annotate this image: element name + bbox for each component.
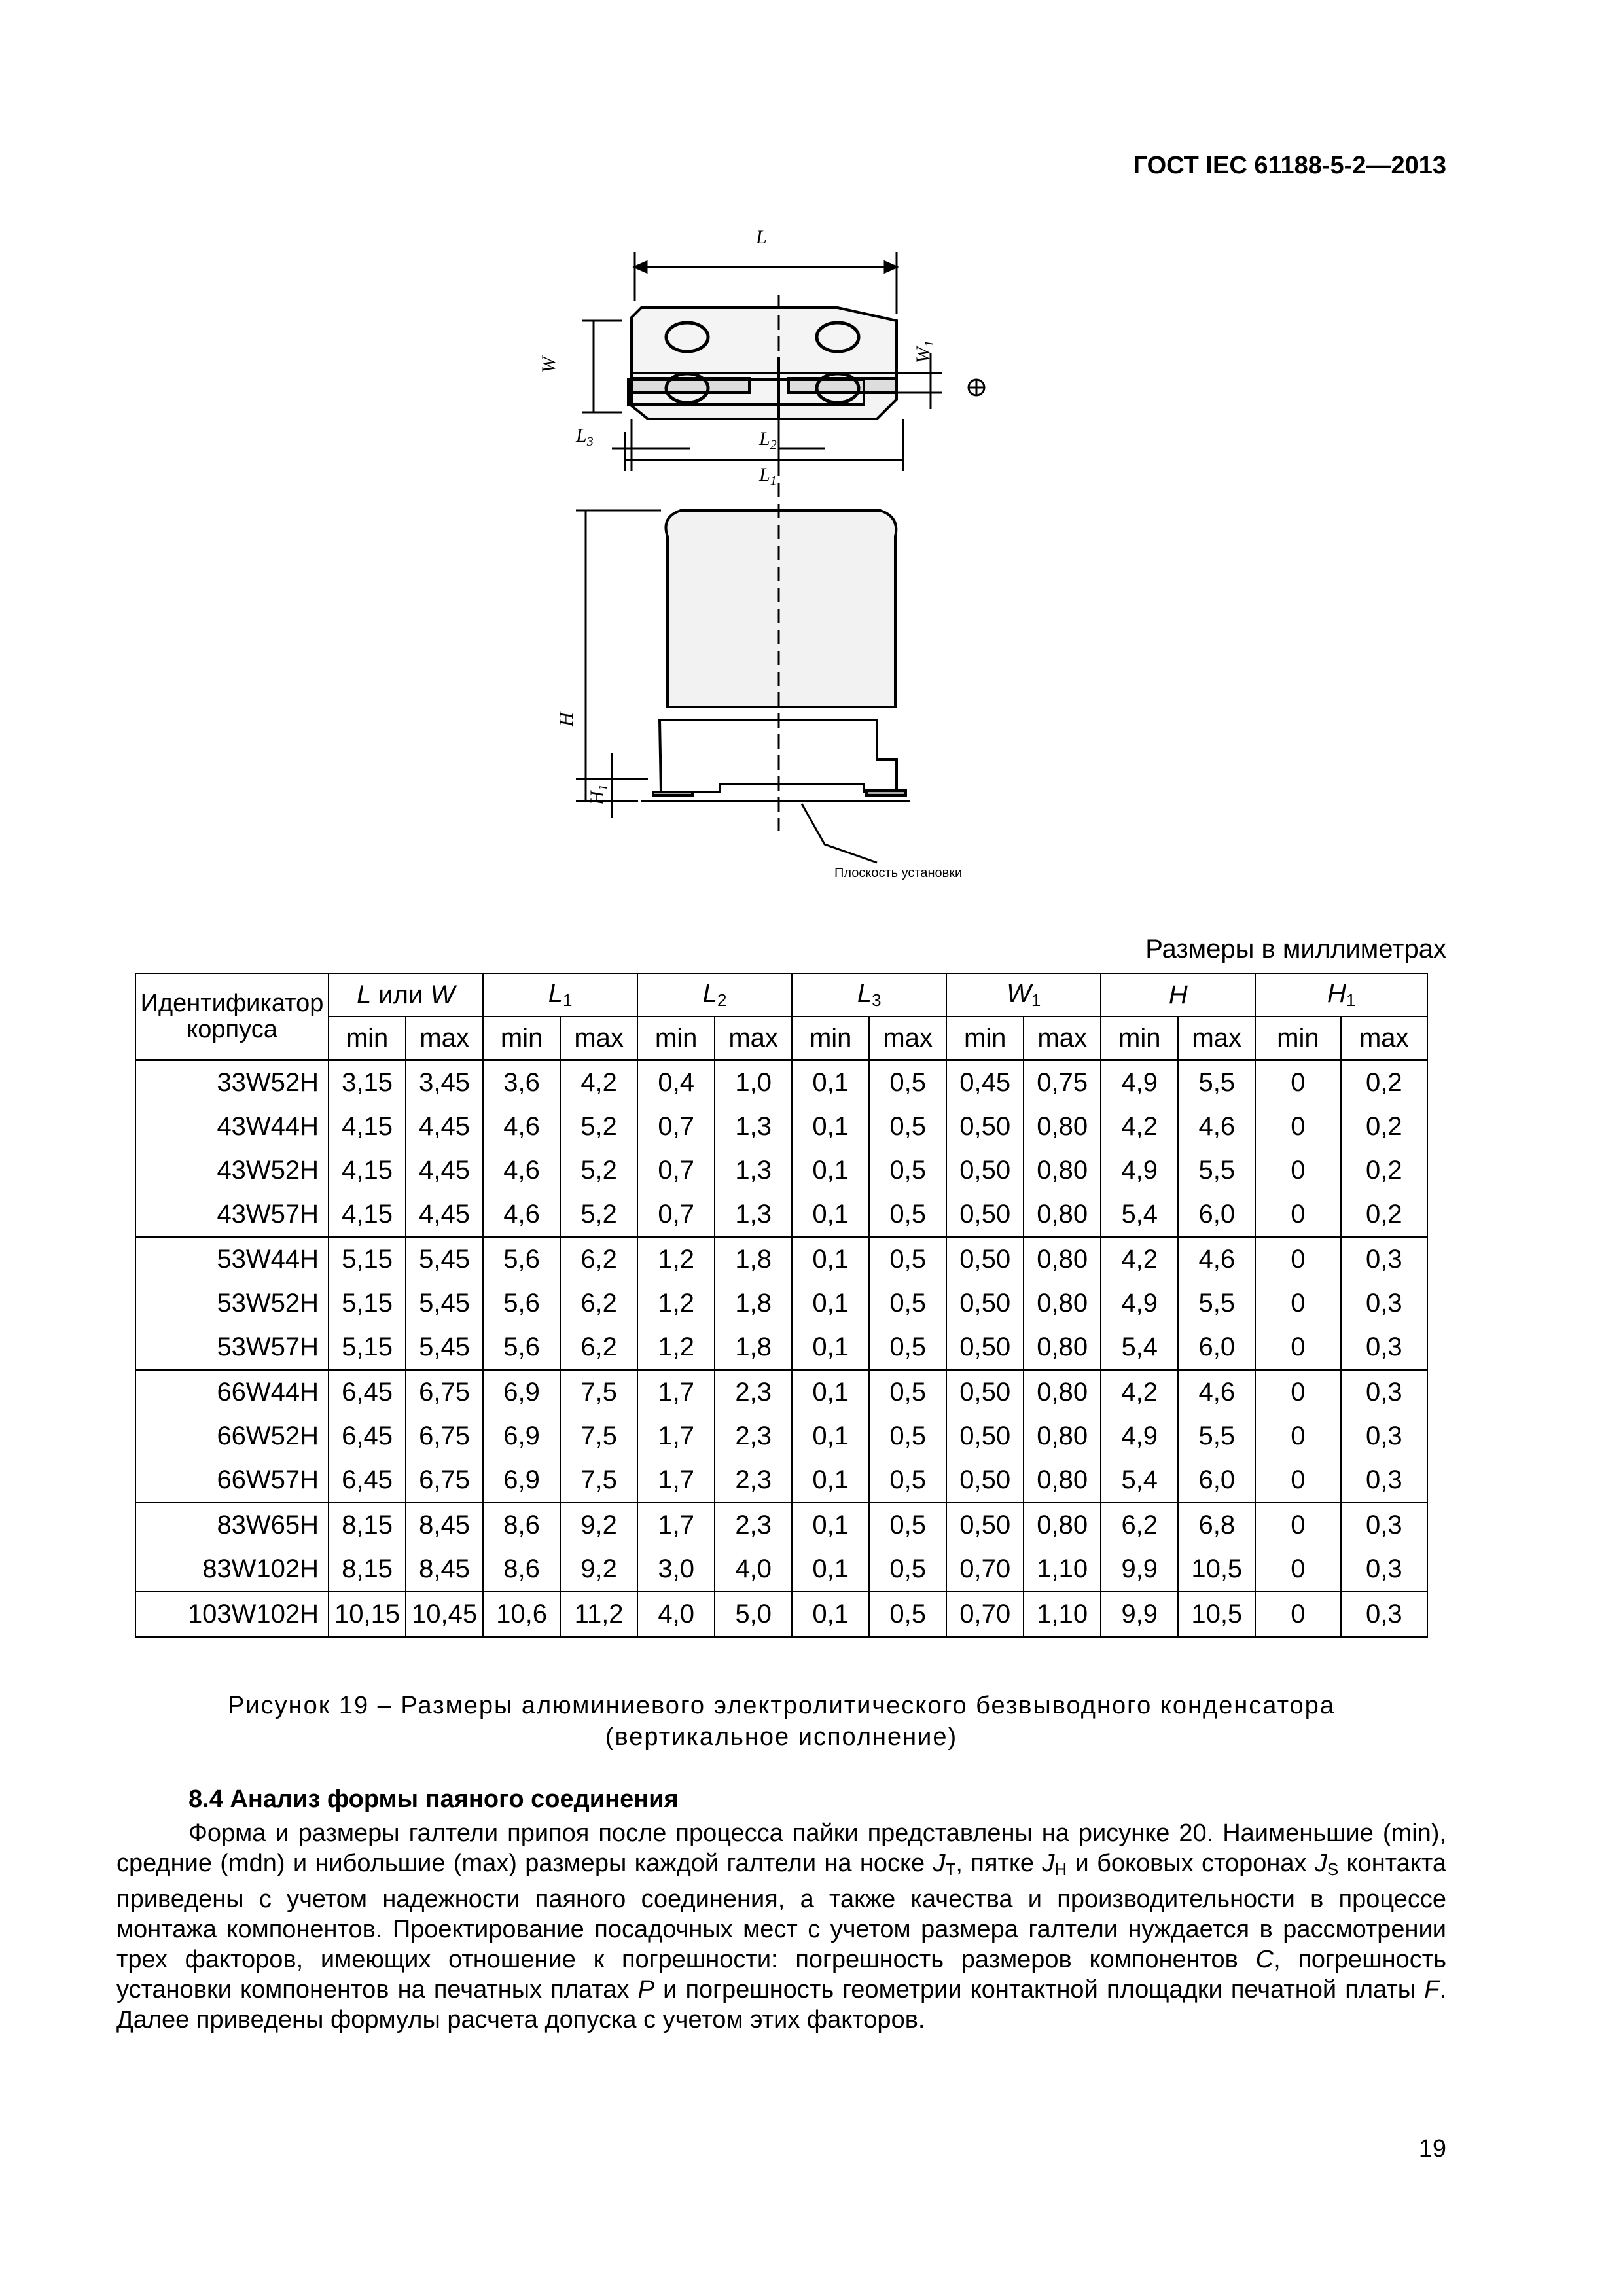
value-cell: 0,50 [946, 1282, 1024, 1325]
table-row [135, 1547, 1427, 1592]
figure-caption [135, 1690, 1428, 1753]
value-cell: 0,45 [946, 1060, 1024, 1105]
min-header: min [637, 1016, 715, 1060]
value-cell: 10,6 [483, 1592, 560, 1637]
value-cell: 6,2 [560, 1237, 637, 1282]
value-cell: 0,5 [869, 1503, 946, 1547]
value-cell: 0,3 [1341, 1547, 1427, 1592]
value-cell: 1,10 [1024, 1547, 1101, 1592]
value-cell: 5,6 [483, 1237, 560, 1282]
case-id-cell: 43W44H [135, 1105, 329, 1149]
table-row [135, 1193, 1427, 1237]
value-cell: 4,6 [483, 1105, 560, 1149]
value-cell: 0,80 [1024, 1149, 1101, 1193]
value-cell: 5,5 [1178, 1282, 1255, 1325]
value-cell: 0,1 [792, 1458, 869, 1503]
value-cell: 0 [1255, 1149, 1340, 1193]
value-cell: 5,5 [1178, 1414, 1255, 1458]
value-cell: 0,5 [869, 1592, 946, 1637]
min-header: min [329, 1016, 406, 1060]
value-cell: 11,2 [560, 1592, 637, 1637]
min-header: min [946, 1016, 1024, 1060]
value-cell: 5,15 [329, 1325, 406, 1370]
value-cell: 0,1 [792, 1105, 869, 1149]
max-header: max [560, 1016, 637, 1060]
value-cell: 1,2 [637, 1237, 715, 1282]
case-id-cell: 43W52H [135, 1149, 329, 1193]
value-cell: 1,8 [715, 1325, 792, 1370]
value-cell: 0,1 [792, 1547, 869, 1592]
value-cell: 1,3 [715, 1149, 792, 1193]
table-row [135, 1149, 1427, 1193]
value-cell: 7,5 [560, 1414, 637, 1458]
case-id-cell: 43W57H [135, 1193, 329, 1237]
group-header: $W_1$ [946, 973, 1101, 1016]
table-row [135, 1282, 1427, 1325]
value-cell: 8,6 [483, 1503, 560, 1547]
value-cell: 10,5 [1178, 1547, 1255, 1592]
max-header: max [869, 1016, 946, 1060]
table-row [135, 1370, 1427, 1414]
value-cell: 9,2 [560, 1503, 637, 1547]
table-row [135, 1592, 1427, 1637]
value-cell: 0,5 [869, 1060, 946, 1105]
value-cell: 0,5 [869, 1547, 946, 1592]
value-cell: 4,15 [329, 1105, 406, 1149]
value-cell: 0 [1255, 1458, 1340, 1503]
value-cell: 8,45 [406, 1503, 483, 1547]
case-id-cell: 66W44H [135, 1370, 329, 1414]
value-cell: 6,9 [483, 1414, 560, 1458]
value-cell: 4,9 [1101, 1149, 1178, 1193]
value-cell: 10,15 [329, 1592, 406, 1637]
value-cell: 0,5 [869, 1193, 946, 1237]
capacitor-drawing [510, 223, 1060, 897]
value-cell: 0,1 [792, 1503, 869, 1547]
group-header: L или W [329, 973, 483, 1016]
case-id-cell: 53W44H [135, 1237, 329, 1282]
value-cell: 0 [1255, 1325, 1340, 1370]
value-cell: 0,7 [637, 1149, 715, 1193]
value-cell: 0,80 [1024, 1193, 1101, 1237]
table-row [135, 1105, 1427, 1149]
value-cell: 4,9 [1101, 1282, 1178, 1325]
value-cell: 1,7 [637, 1503, 715, 1547]
value-cell: 0,5 [869, 1105, 946, 1149]
value-cell: 0,80 [1024, 1503, 1101, 1547]
value-cell: 4,6 [1178, 1370, 1255, 1414]
min-header: min [1101, 1016, 1178, 1060]
value-cell: 1,0 [715, 1060, 792, 1105]
value-cell: 5,6 [483, 1282, 560, 1325]
value-cell: 2,3 [715, 1503, 792, 1547]
value-cell: 3,15 [329, 1060, 406, 1105]
value-cell: 0,70 [946, 1592, 1024, 1637]
max-header: max [715, 1016, 792, 1060]
value-cell: 0,1 [792, 1414, 869, 1458]
value-cell: 0,5 [869, 1458, 946, 1503]
value-cell: 5,4 [1101, 1325, 1178, 1370]
value-cell: 5,5 [1178, 1060, 1255, 1105]
value-cell: 6,0 [1178, 1193, 1255, 1237]
value-cell: 0,5 [869, 1414, 946, 1458]
value-cell: 0,50 [946, 1458, 1024, 1503]
value-cell: 0,3 [1341, 1592, 1427, 1637]
value-cell: 6,2 [560, 1282, 637, 1325]
value-cell: 0,50 [946, 1325, 1024, 1370]
value-cell: 7,5 [560, 1370, 637, 1414]
value-cell: 5,4 [1101, 1193, 1178, 1237]
value-cell: 4,0 [637, 1592, 715, 1637]
value-cell: 8,6 [483, 1547, 560, 1592]
max-header: max [1024, 1016, 1101, 1060]
svg-text:L3: $L_3$ [576, 425, 594, 449]
value-cell: 0,1 [792, 1282, 869, 1325]
value-cell: 4,6 [1178, 1105, 1255, 1149]
value-cell: 5,45 [406, 1237, 483, 1282]
value-cell: 0,1 [792, 1592, 869, 1637]
value-cell: 0,2 [1341, 1105, 1427, 1149]
value-cell: 1,3 [715, 1193, 792, 1237]
value-cell: 0,2 [1341, 1193, 1427, 1237]
value-cell: 0,5 [869, 1149, 946, 1193]
value-cell: 6,2 [560, 1325, 637, 1370]
value-cell: 4,6 [1178, 1237, 1255, 1282]
value-cell: 1,2 [637, 1282, 715, 1325]
value-cell: 5,0 [715, 1592, 792, 1637]
value-cell: 0,80 [1024, 1105, 1101, 1149]
value-cell: 0,50 [946, 1503, 1024, 1547]
value-cell: 5,2 [560, 1105, 637, 1149]
group-header: $L_1$ [483, 973, 637, 1016]
value-cell: 0,50 [946, 1414, 1024, 1458]
group-header: H [1101, 973, 1255, 1016]
value-cell: 0,50 [946, 1105, 1024, 1149]
value-cell: 5,2 [560, 1149, 637, 1193]
value-cell: 5,45 [406, 1282, 483, 1325]
svg-text:L2: $L_2$ [759, 428, 777, 452]
group-header: $L_3$ [792, 973, 946, 1016]
min-header: min [483, 1016, 560, 1060]
value-cell: 10,5 [1178, 1592, 1255, 1637]
case-id-cell: 53W52H [135, 1282, 329, 1325]
svg-text:W: W [538, 357, 560, 373]
svg-text:L: L [756, 226, 767, 248]
value-cell: 4,0 [715, 1547, 792, 1592]
value-cell: 9,2 [560, 1547, 637, 1592]
value-cell: 1,3 [715, 1105, 792, 1149]
id-column-header: Идентификатор корпуса [135, 973, 329, 1060]
units-note: Размеры в миллиметрах [1145, 935, 1446, 963]
value-cell: 0,80 [1024, 1325, 1101, 1370]
value-cell: 5,15 [329, 1237, 406, 1282]
value-cell: 8,15 [329, 1547, 406, 1592]
value-cell: 2,3 [715, 1414, 792, 1458]
max-header: max [1178, 1016, 1255, 1060]
value-cell: 0,70 [946, 1547, 1024, 1592]
value-cell: 1,8 [715, 1282, 792, 1325]
table-row [135, 1237, 1427, 1282]
value-cell: 0 [1255, 1592, 1340, 1637]
group-header: $H_1$ [1255, 973, 1427, 1016]
value-cell: 0 [1255, 1503, 1340, 1547]
value-cell: 0,3 [1341, 1282, 1427, 1325]
table-row [135, 1325, 1427, 1370]
value-cell: 6,8 [1178, 1503, 1255, 1547]
value-cell: 0,50 [946, 1193, 1024, 1237]
table-row [135, 1458, 1427, 1503]
value-cell: 0,50 [946, 1149, 1024, 1193]
value-cell: 6,45 [329, 1370, 406, 1414]
case-id-cell: 53W57H [135, 1325, 329, 1370]
value-cell: 0,80 [1024, 1414, 1101, 1458]
value-cell: 6,75 [406, 1414, 483, 1458]
value-cell: 4,2 [1101, 1370, 1178, 1414]
value-cell: 9,9 [1101, 1592, 1178, 1637]
value-cell: 5,2 [560, 1193, 637, 1237]
page-number: 19 [1418, 2135, 1446, 2162]
value-cell: 4,45 [406, 1149, 483, 1193]
value-cell: 8,45 [406, 1547, 483, 1592]
value-cell: 4,9 [1101, 1060, 1178, 1105]
value-cell: 0,1 [792, 1325, 869, 1370]
value-cell: 4,45 [406, 1105, 483, 1149]
caption-line-2: (вертикальное исполнение) [605, 1723, 958, 1751]
max-header: max [1341, 1016, 1427, 1060]
value-cell: 0,5 [869, 1325, 946, 1370]
value-cell: 0,7 [637, 1105, 715, 1149]
value-cell: 5,15 [329, 1282, 406, 1325]
svg-text:W1: $W_1$ [912, 340, 936, 363]
value-cell: 6,2 [1101, 1503, 1178, 1547]
table-row [135, 1503, 1427, 1547]
value-cell: 0 [1255, 1370, 1340, 1414]
value-cell: 5,6 [483, 1325, 560, 1370]
mounting-plane-label: Плоскость установки [834, 866, 963, 880]
value-cell: 0 [1255, 1237, 1340, 1282]
value-cell: 1,8 [715, 1237, 792, 1282]
dimensions-table [135, 973, 1428, 1638]
value-cell: 1,7 [637, 1414, 715, 1458]
value-cell: 6,45 [329, 1414, 406, 1458]
value-cell: 5,45 [406, 1325, 483, 1370]
value-cell: 0,5 [869, 1282, 946, 1325]
svg-text:H1: $H_1$ [586, 784, 611, 805]
value-cell: 4,45 [406, 1193, 483, 1237]
value-cell: 0,1 [792, 1149, 869, 1193]
svg-text:H: H [556, 712, 577, 726]
case-id-cell: 83W65H [135, 1503, 329, 1547]
section-title: 8.4 Анализ формы паяного соединения [188, 1785, 679, 1813]
value-cell: 0,1 [792, 1370, 869, 1414]
value-cell: 4,6 [483, 1149, 560, 1193]
value-cell: 0,2 [1341, 1060, 1427, 1105]
value-cell: 4,9 [1101, 1414, 1178, 1458]
value-cell: 0 [1255, 1105, 1340, 1149]
value-cell: 8,15 [329, 1503, 406, 1547]
value-cell: 0,5 [869, 1237, 946, 1282]
value-cell: 0,1 [792, 1237, 869, 1282]
value-cell: 2,3 [715, 1370, 792, 1414]
table-row [135, 1060, 1427, 1105]
value-cell: 1,10 [1024, 1592, 1101, 1637]
value-cell: 6,45 [329, 1458, 406, 1503]
value-cell: 1,7 [637, 1458, 715, 1503]
value-cell: 4,6 [483, 1193, 560, 1237]
value-cell: 1,7 [637, 1370, 715, 1414]
value-cell: 3,6 [483, 1060, 560, 1105]
value-cell: 0,1 [792, 1060, 869, 1105]
value-cell: 4,15 [329, 1149, 406, 1193]
value-cell: 0,80 [1024, 1237, 1101, 1282]
document-header: ГОСТ IEC 61188-5-2—2013 [1133, 152, 1446, 179]
value-cell: 0,50 [946, 1237, 1024, 1282]
value-cell: 0,80 [1024, 1370, 1101, 1414]
caption-line-1: Рисунок 19 – Размеры алюминиевого электролитического безвыводного конденсатора [228, 1692, 1335, 1719]
value-cell: 0,3 [1341, 1237, 1427, 1282]
value-cell: 5,5 [1178, 1149, 1255, 1193]
value-cell: 4,15 [329, 1193, 406, 1237]
value-cell: 0,1 [792, 1193, 869, 1237]
value-cell: 9,9 [1101, 1547, 1178, 1592]
svg-text:L1: $L_1$ [759, 464, 777, 488]
value-cell: 10,45 [406, 1592, 483, 1637]
group-header: $L_2$ [637, 973, 792, 1016]
value-cell: 0 [1255, 1193, 1340, 1237]
value-cell: 0,4 [637, 1060, 715, 1105]
value-cell: 0,2 [1341, 1149, 1427, 1193]
table-row [135, 1414, 1427, 1458]
value-cell: 6,9 [483, 1370, 560, 1414]
case-id-cell: 66W52H [135, 1414, 329, 1458]
value-cell: 6,9 [483, 1458, 560, 1503]
max-header: max [406, 1016, 483, 1060]
value-cell: 4,2 [1101, 1105, 1178, 1149]
case-id-cell: 33W52H [135, 1060, 329, 1105]
value-cell: 0,5 [869, 1370, 946, 1414]
value-cell: 0 [1255, 1060, 1340, 1105]
value-cell: 3,45 [406, 1060, 483, 1105]
value-cell: 0,3 [1341, 1503, 1427, 1547]
min-header: min [1255, 1016, 1340, 1060]
value-cell: 0,80 [1024, 1458, 1101, 1503]
value-cell: 0,80 [1024, 1282, 1101, 1325]
value-cell: 4,2 [1101, 1237, 1178, 1282]
case-id-cell: 103W102H [135, 1592, 329, 1637]
value-cell: 0,50 [946, 1370, 1024, 1414]
value-cell: 6,75 [406, 1458, 483, 1503]
value-cell: 0,3 [1341, 1458, 1427, 1503]
case-id-cell: 83W102H [135, 1547, 329, 1592]
value-cell: 0 [1255, 1414, 1340, 1458]
value-cell: 0 [1255, 1282, 1340, 1325]
value-cell: 1,2 [637, 1325, 715, 1370]
section-paragraph: Форма и размеры галтели припоя после процесса пайки представлены на рисунке 20. Наименьшие (min), средние (mdn) и нибольшие (max) размеры каждой галтели на носке $J_T$, пятке $J_H$ и боковых сторонах $J_S$ контакта приведены с учетом надежности паяного соединения, а также качества и производительности в процессе монтажа компонентов. Проектирование посадочных мест с учетом размера галтели нуждается в рассмотрении трех факторов, имеющих отношение к погрешности: погрешность размеров компонентов C, погрешность установки компонентов на печатных платах P и погрешность геометрии контактной площадки печатной платы F. Далее приведены формулы расчета допуска с учетом этих факторов. [116, 1820, 1447, 2034]
value-cell: 0 [1255, 1547, 1340, 1592]
value-cell: 3,0 [637, 1547, 715, 1592]
value-cell: 5,4 [1101, 1458, 1178, 1503]
value-cell: 0,75 [1024, 1060, 1101, 1105]
case-id-cell: 66W57H [135, 1458, 329, 1503]
value-cell: 0,7 [637, 1193, 715, 1237]
value-cell: 4,2 [560, 1060, 637, 1105]
value-cell: 7,5 [560, 1458, 637, 1503]
value-cell: 6,75 [406, 1370, 483, 1414]
value-cell: 0,3 [1341, 1414, 1427, 1458]
value-cell: 6,0 [1178, 1325, 1255, 1370]
value-cell: 6,0 [1178, 1458, 1255, 1503]
value-cell: 0,3 [1341, 1325, 1427, 1370]
value-cell: 2,3 [715, 1458, 792, 1503]
min-header: min [792, 1016, 869, 1060]
value-cell: 0,3 [1341, 1370, 1427, 1414]
